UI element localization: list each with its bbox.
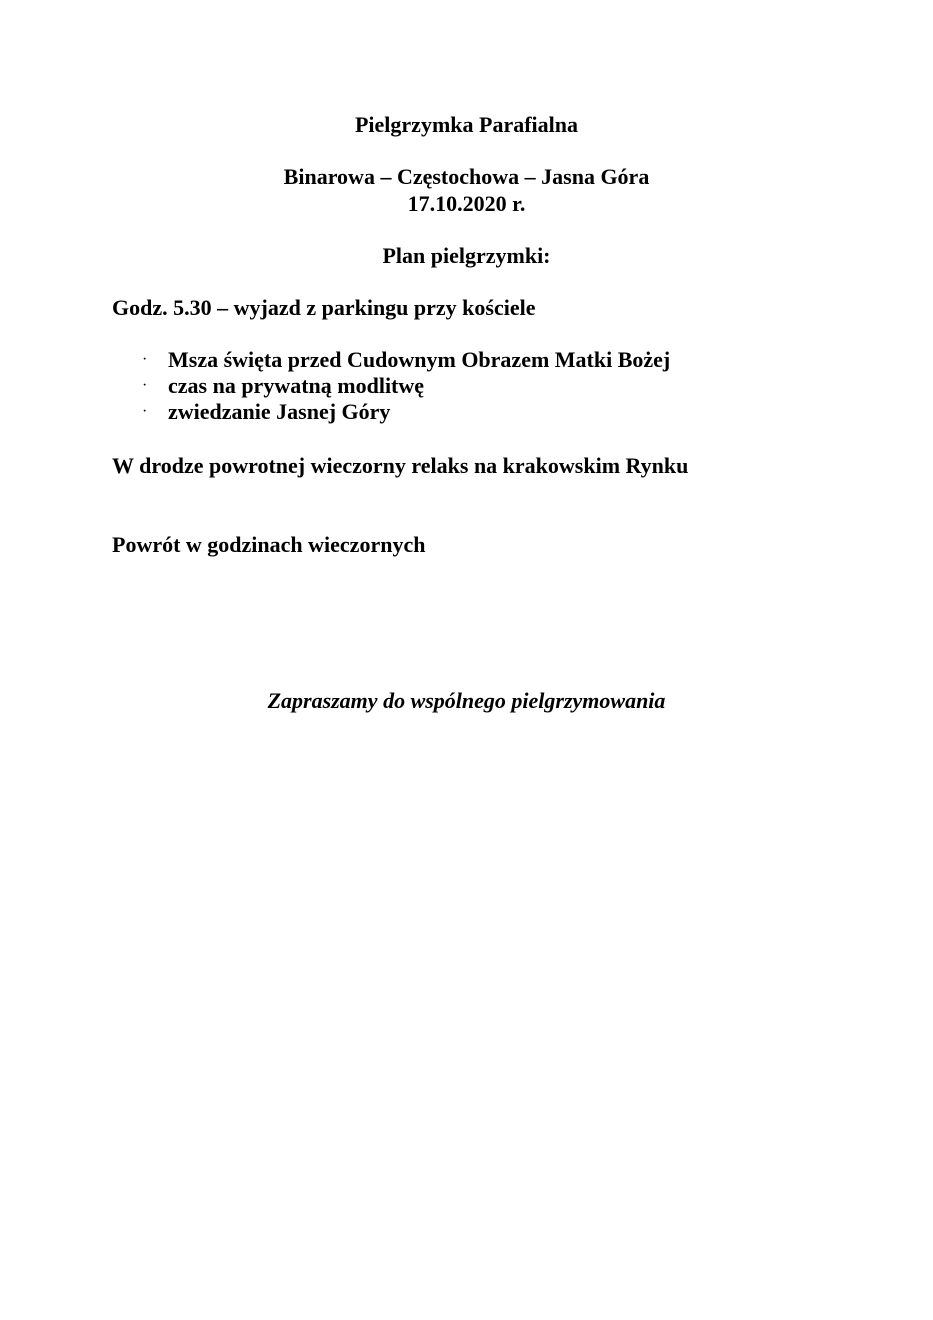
bullet-icon: · (142, 377, 148, 394)
activity-label: czas na prywatną modlitwę (168, 373, 425, 398)
list-item (140, 373, 670, 399)
pilgrimage-date: 17.10.2020 r. (407, 191, 526, 216)
activities-list (140, 347, 670, 425)
list-item (140, 399, 670, 425)
document-title: Pielgrzymka Parafialna (354, 112, 578, 137)
activity-label: Msza święta przed Cudownym Obrazem Matki Bożej (168, 347, 671, 372)
departure-line: Godz. 5.30 – wyjazd z parkingu przy kościele (112, 295, 536, 320)
activity-label: zwiedzanie Jasnej Góry (168, 399, 391, 424)
bullet-icon: · (142, 403, 148, 420)
pilgrimage-route: Binarowa – Częstochowa – Jasna Góra (283, 164, 650, 189)
invitation-line: Zapraszamy do wspólnego pielgrzymowania (267, 688, 666, 713)
plan-heading: Plan pielgrzymki: (382, 243, 551, 268)
return-time-line: Powrót w godzinach wieczornych (112, 532, 426, 557)
list-item (140, 347, 670, 373)
bullet-icon: · (142, 351, 148, 368)
return-trip-line: W drodze powrotnej wieczorny relaks na krakowskim Rynku (112, 453, 689, 478)
